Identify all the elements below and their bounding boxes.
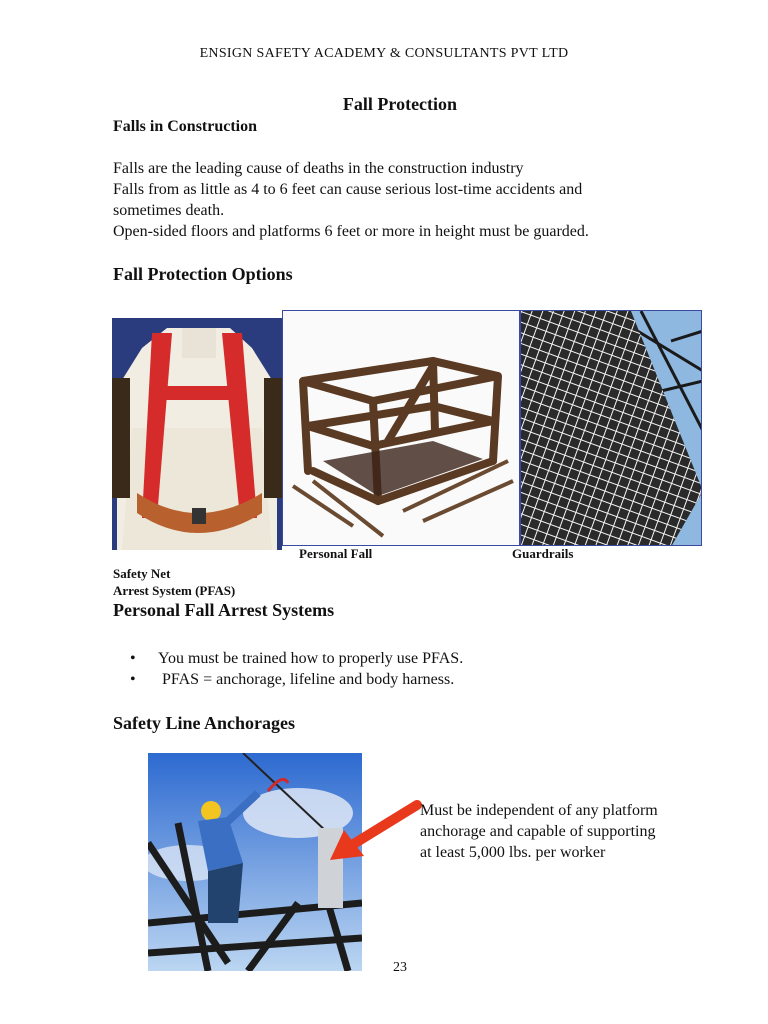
callout-line: at least 5,000 lbs. per worker — [420, 844, 606, 861]
bullet-text: PFAS = anchorage, lifeline and body harness. — [158, 671, 455, 688]
page-title: Fall Protection — [342, 94, 458, 114]
list-item — [130, 648, 463, 669]
pfas-bullet-list — [130, 648, 463, 690]
paragraph-line: Open-sided floors and platforms 6 feet or more in height must be guarded. — [113, 223, 589, 240]
falls-paragraph — [113, 158, 673, 242]
caption-safety-net: Safety Net — [113, 566, 171, 581]
bullet-marker: • — [130, 650, 136, 667]
paragraph-line: Falls from as little as 4 to 6 feet can cause serious lost-time accidents and — [113, 181, 583, 198]
guardrails-image — [282, 310, 520, 546]
harness-image — [112, 318, 282, 550]
safety-net-image — [520, 310, 702, 546]
bullet-marker: • — [130, 671, 136, 688]
section-heading-falls: Falls in Construction — [113, 118, 258, 135]
section-heading-anchorages: Safety Line Anchorages — [113, 713, 295, 733]
bullet-text: You must be trained how to properly use PFAS. — [158, 650, 464, 667]
paragraph-line: sometimes death. — [113, 202, 225, 219]
paragraph-line: Falls are the leading cause of deaths in the construction industry — [113, 160, 524, 177]
list-item — [130, 669, 463, 690]
callout-line: Must be independent of any platform — [420, 802, 658, 819]
caption-arrest-system: Arrest System (PFAS) — [113, 583, 236, 598]
arrow-icon — [322, 800, 422, 870]
page-number: 23 — [393, 960, 407, 975]
caption-guardrails: Guardrails — [512, 546, 574, 561]
section-heading-pfas: Personal Fall Arrest Systems — [113, 600, 335, 620]
document-header: ENSIGN SAFETY ACADEMY & CONSULTANTS PVT LTD — [199, 46, 569, 61]
caption-personal-fall: Personal Fall — [299, 546, 373, 561]
section-heading-options: Fall Protection Options — [113, 264, 293, 284]
callout-line: anchorage and capable of supporting — [420, 823, 656, 840]
anchorage-callout — [420, 800, 710, 863]
